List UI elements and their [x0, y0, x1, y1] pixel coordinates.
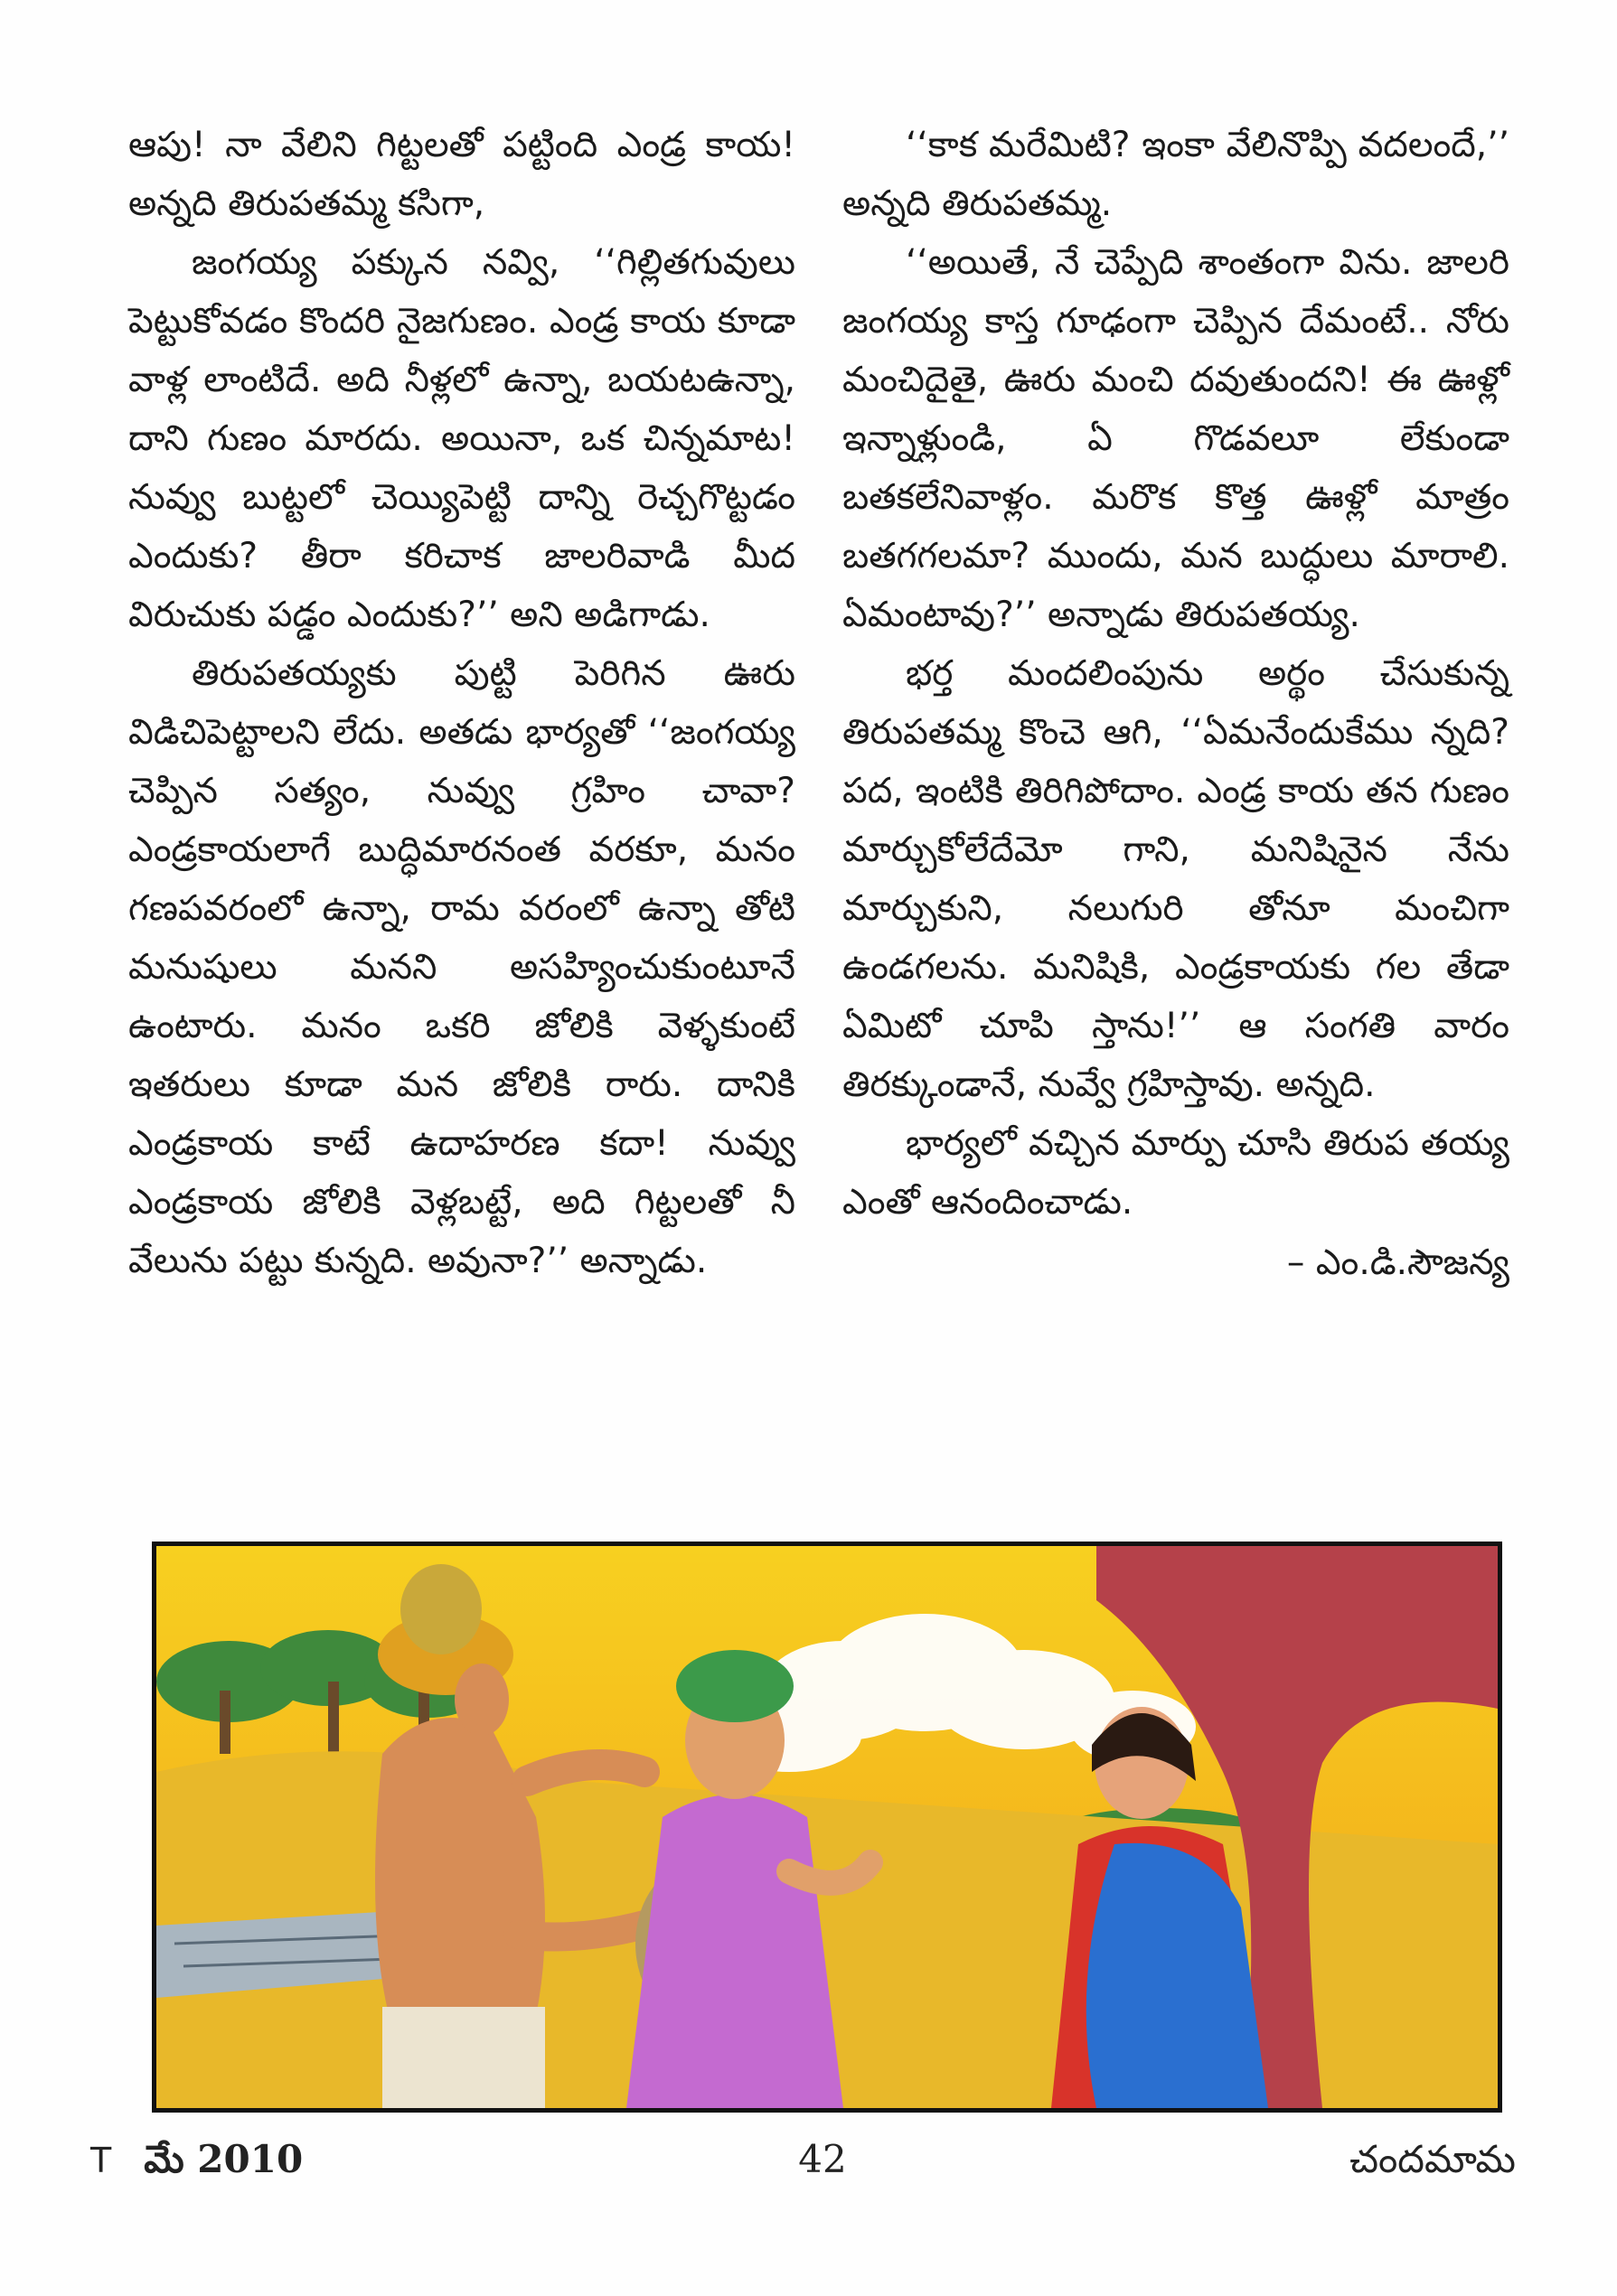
- paragraph: భార్యలో వచ్చిన మార్పు చూసి తిరుప తయ్య ఎంతో ఆనందించాడు.: [842, 1123, 1509, 1223]
- author-signature: – ఎం.డి.సౌజన్య: [1286, 1242, 1509, 1283]
- footer-edition: [90, 2132, 303, 2187]
- page-number: 42: [798, 2137, 847, 2181]
- illustration-drawing: [156, 1546, 1498, 2108]
- paragraph: ‘‘అయితే, నే చెప్పేది శాంతంగా విను. జాలరి జంగయ్య కాస్త గూఢంగా చెప్పిన దేమంటే.. నోరు మంచిదైతై, ఊరు మంచి దవుతుందని! ఈ ఊళ్లో ఇన్నాళ్లుండి, ఏ గొడవలూ లేకుండా బతకలేనివాళ్లం. మరొక కొత్త ఊళ్లో మాత్రం బతగగలమా? ముందు, మన బుద్ధులు మారాలి. ఏమంటావు?’’ అన్నాడు తిరుపతయ్య.: [842, 242, 1509, 635]
- right-column: [842, 116, 1509, 1292]
- magazine-name: చందమామ: [1349, 2137, 1516, 2181]
- footer-date: మే 2010: [144, 2137, 304, 2181]
- paragraph: భర్త మందలింపును అర్థం చేసుకున్న తిరుపతమ్మ కొంచె ఆగి, ‘‘ఏమనేందుకేము న్నది? పద, ఇంటికి తిరిగిపోదాం. ఎండ్ర కాయ తన గుణం మార్చుకోలేదేమో గాని, మనిషినైన నేను మార్చుకుని, నలుగురి తోనూ మంచిగా ఉండగలను. మనిషికి, ఎండ్రకాయకు గల తేడా ఏమిటో చూపి స్తాను!’’ ఆ సంగతి వారం తిరక్కుండానే, నువ్వే గ్రహిస్తావు. అన్నది.: [842, 653, 1509, 1105]
- story-illustration: [152, 1542, 1502, 2113]
- left-column: [128, 116, 795, 1290]
- paragraph: తిరుపతయ్యకు పుట్టి పెరిగిన ఊరు విడిచిపెట్టాలని లేదు. అతడు భార్యతో ‘‘జంగయ్య చెప్పిన సత్యం, నువ్వు గ్రహిం చావా? ఎండ్రకాయలాగే బుద్ధిమారనంత వరకూ, మనం గణపవరంలో ఉన్నా, రామ వరంలో ఉన్నా తోటి మనుషులు మనని అసహ్యించుకుంటూనే ఉంటారు. మనం ఒకరి జోలికి వెళ్ళకుంటే ఇతరులు కూడా మన జోలికి రారు. దానికి ఎండ్రకాయ కాటే ఉదాహరణ కదా! నువ్వు ఎండ్రకాయ జోలికి వెళ్లబట్టే, అది గిట్టలతో నీ వేలును పట్టు కున్నది. అవునా?’’ అన్నాడు.: [128, 653, 795, 1281]
- paragraph: జంగయ్య పక్కున నవ్వి, ‘‘గిల్లితగువులు పెట్టుకోవడం కొందరి నైజగుణం. ఎండ్ర కాయ కూడా వాళ్ల లాంటిదే. అది నీళ్లలో ఉన్నా, బయటఉన్నా, దాని గుణం మారదు. అయినా, ఒక చిన్నమాట! నువ్వు బుట్టలో చెయ్యిపెట్టి దాన్ని రెచ్చగొట్టడం ఎందుకు? తీరా కరిచాక జాలరివాడి మీద విరుచుకు పడ్డం ఎందుకు?’’ అని అడిగాడు.: [128, 242, 795, 635]
- footer-letter: T: [90, 2141, 112, 2180]
- paragraph: ‘‘కాక మరేమిటి? ఇంకా వేలినొప్పి వదలందే,’’ అన్నది తిరుపతమ్మ.: [842, 125, 1509, 224]
- paragraph: ఆపు! నా వేలిని గిట్టలతో పట్టింది ఎండ్ర కాయ! అన్నది తిరుపతమ్మ కసిగా,: [128, 125, 795, 224]
